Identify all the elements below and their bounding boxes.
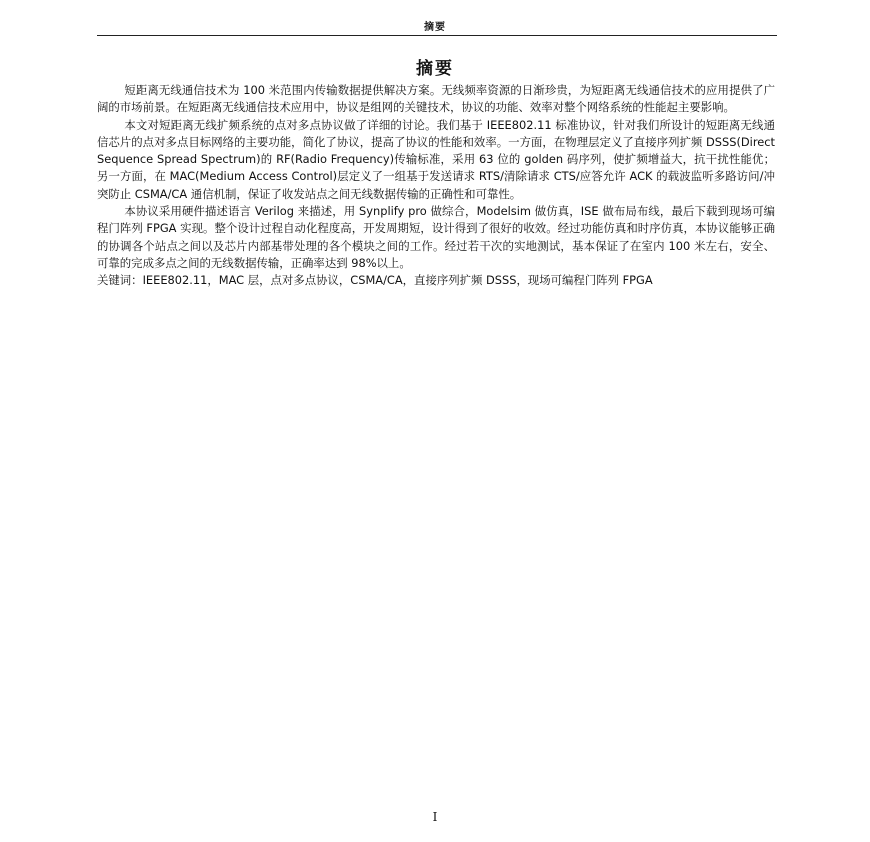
abstract-paragraph-1: 短距离无线通信技术为 100 米范围内传输数据提供解决方案。无线频率资源的日渐珍贵，为短距离无线通信技术的应用提供了广阔的市场前景。在短距离无线通信技术应用中，协议是组网的关键技术，协议的功能、效率对整个网络系统的性能起主要影响。 — [97, 83, 775, 115]
keywords: 关键词：IEEE802.11，MAC 层，点对多点协议，CSMA/CA，直接序列扩频 DSSS，现场可编程门阵列 FPGA — [97, 273, 653, 288]
running-header: 摘要 — [424, 22, 446, 33]
page-title: 摘要 — [416, 59, 454, 79]
abstract-body — [97, 82, 775, 290]
page-number: I — [432, 810, 438, 824]
abstract-paragraph-2: 本文对短距离无线扩频系统的点对多点协议做了详细的讨论。我们基于 IEEE802.11 标准协议，针对我们所设计的短距离无线通信芯片的点对多点目标网络的主要功能，简化了协议，提高了协议的性能和效率。一方面，在物理层定义了直接序列扩频 DSSS(Direct Sequence Spread Spectrum)的 RF(Radio Frequency)传输标准，采用 63 位的 golden 码序列，使扩频增益大，抗干扰性能优；另一方面，在 MAC(Medium Access Control)层定义了一组基于发送请求 RTS/清除请求 CTS/应答允许 ACK 的载波监听多路访问/冲突防止 CSMA/CA 通信机制，保证了收发站点之间无线数据传输的正确性和可靠性。 — [97, 117, 775, 201]
header-rule — [97, 35, 777, 36]
abstract-paragraph-3: 本协议采用硬件描述语言 Verilog 来描述，用 Synplify pro 做综合，Modelsim 做仿真，ISE 做布局布线，最后下载到现场可编程门阵列 FPGA 实现。整个设计过程自动化程度高，开发周期短，设计得到了很好的收效。经过功能仿真和时序仿真，本协议能够正确的协调各个站点之间以及芯片内部基带处理的各个模块之间的工作。经过若干次的实地测试，基本保证了在室内 100 米左右，安全、可靠的完成多点之间的无线数据传输，正确率达到 98%以上。 — [97, 204, 775, 270]
